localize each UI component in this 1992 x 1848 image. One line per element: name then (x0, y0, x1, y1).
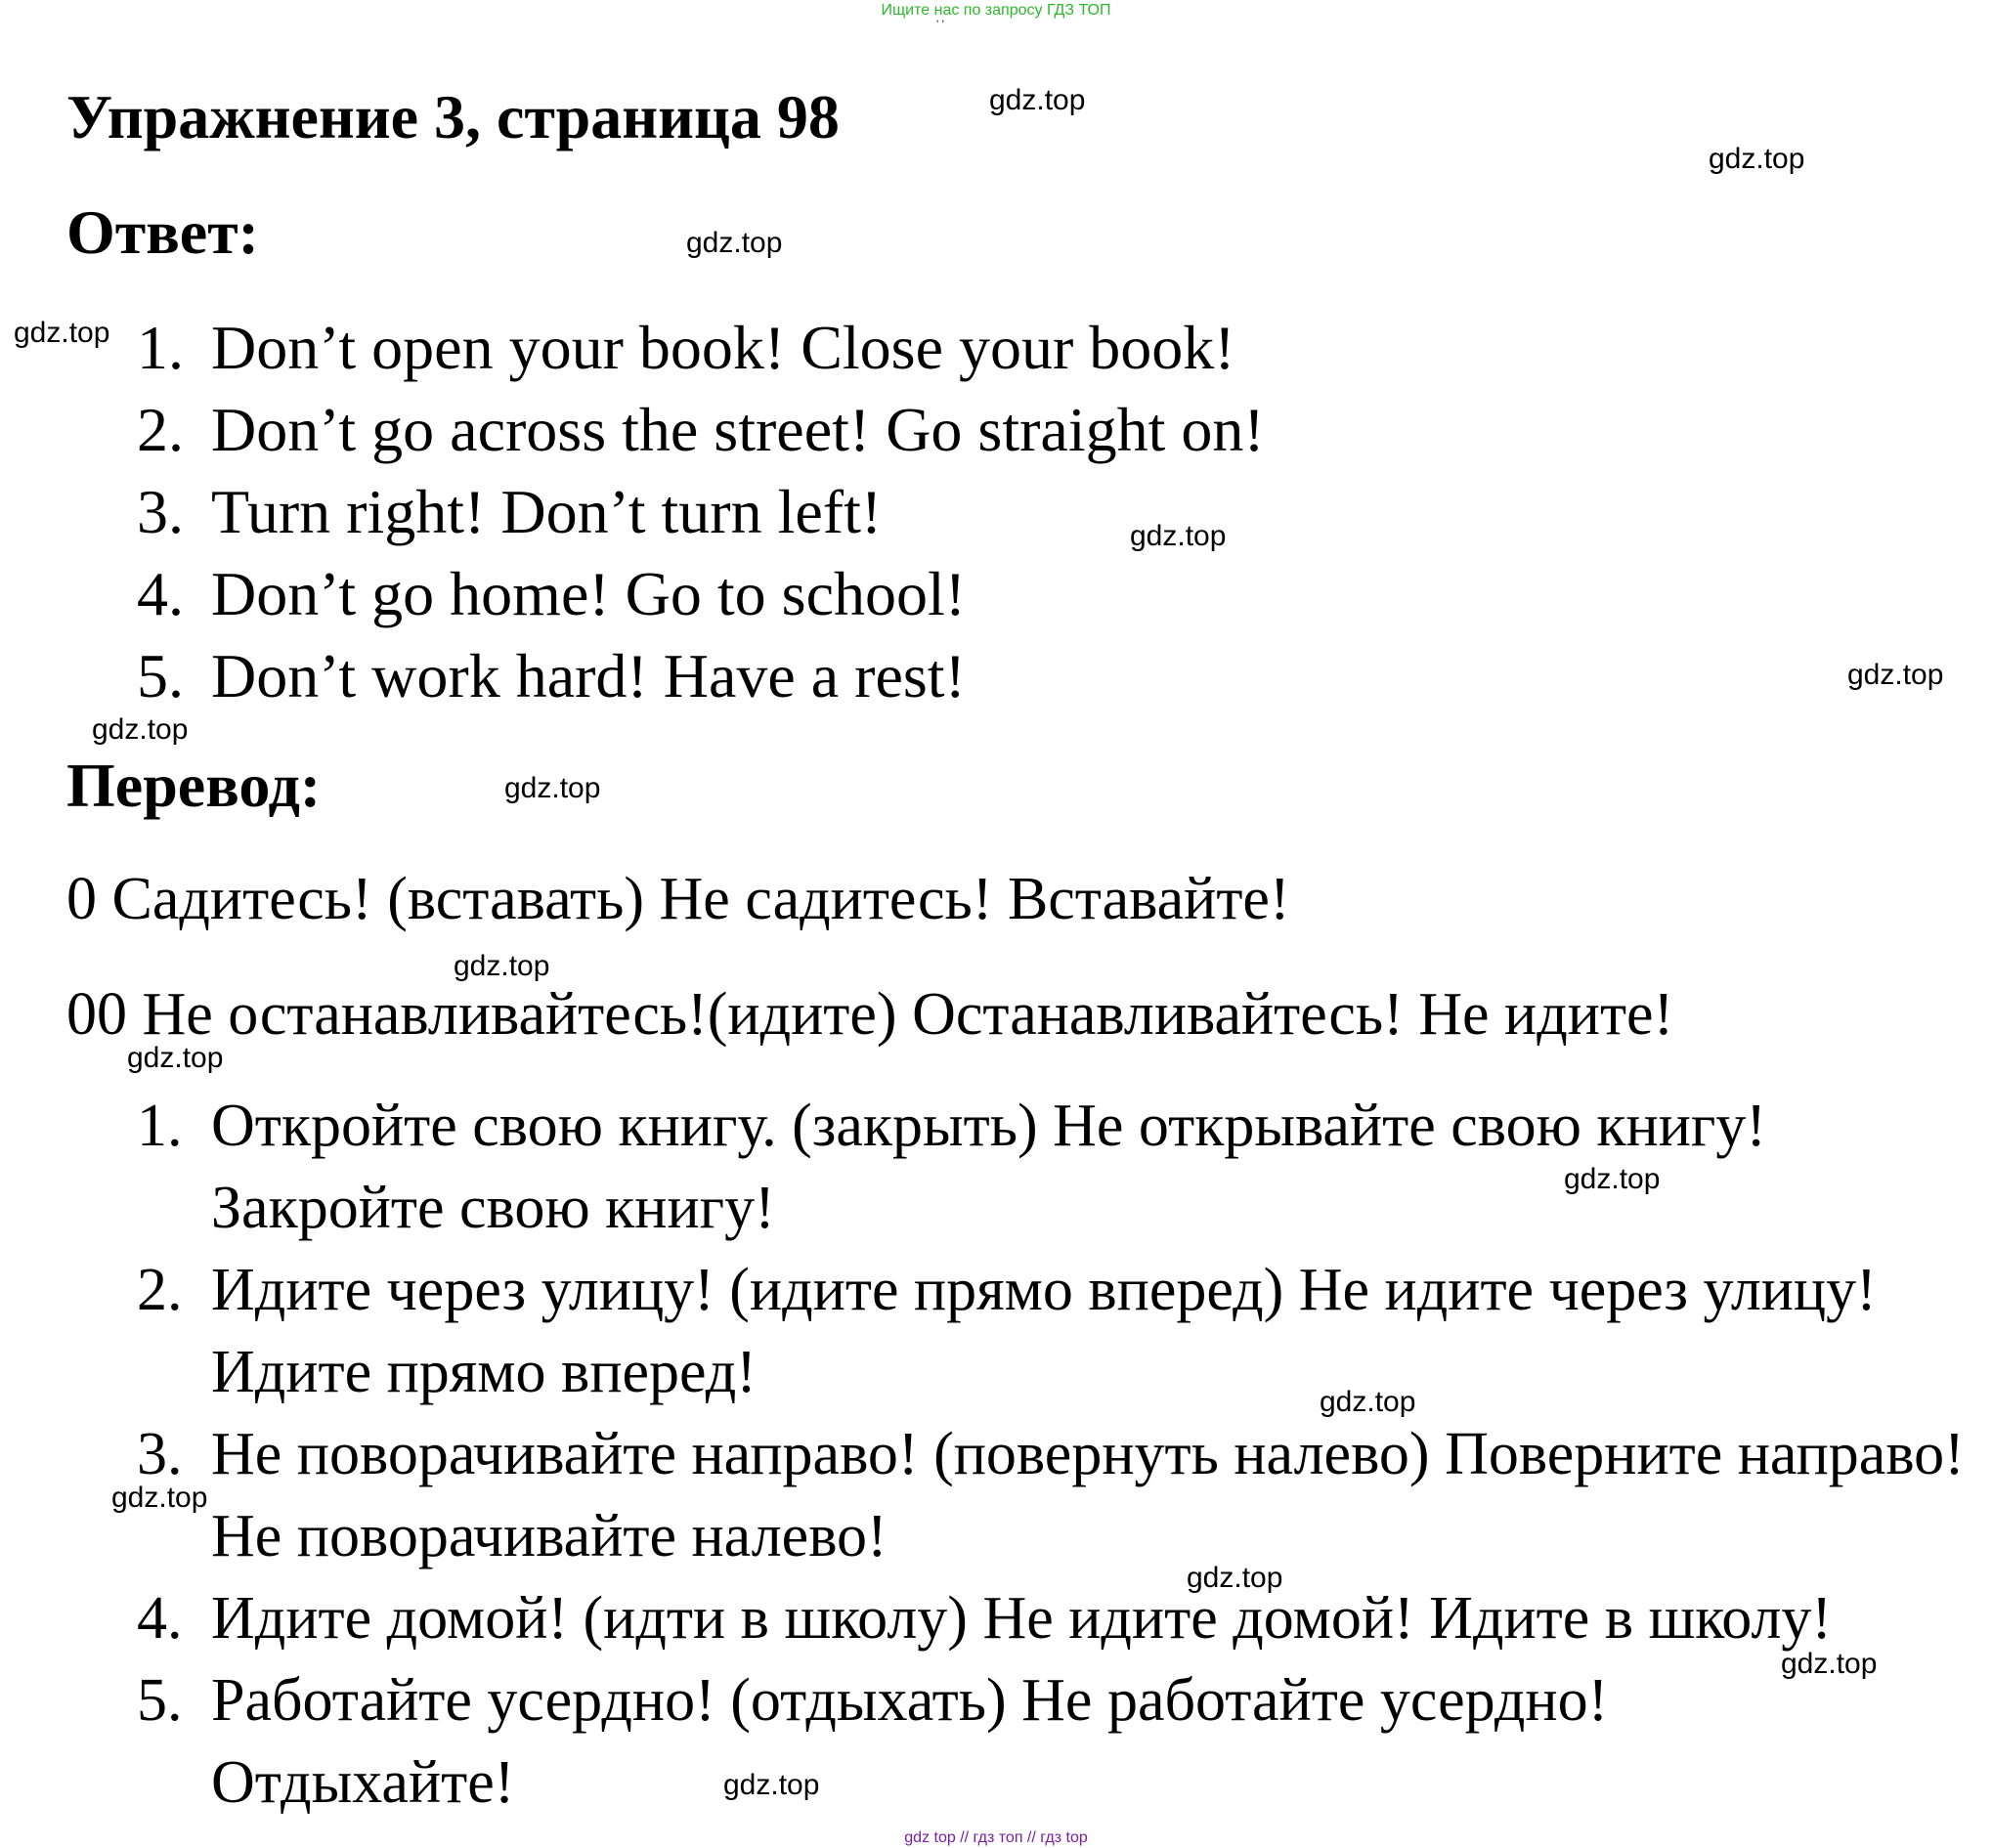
answer-item-number: 4. (137, 559, 184, 628)
watermark: gdz.top (1709, 143, 1805, 175)
translation-item-text: Не поворачивайте направо! (повернуть налево) Поверните направо! Не поворачивайте налево! (211, 1421, 1965, 1569)
translation-list (0, 1085, 1992, 1824)
translation-item-text: Идите через улицу! (идите прямо вперед) Не идите через улицу! Идите прямо вперед! (211, 1257, 1877, 1405)
translation-item (0, 1577, 1992, 1659)
answer-item-text: Don’t open your book! Close your book! (211, 313, 1235, 382)
translation-item (0, 1085, 1992, 1249)
translation-item-number: 2. (137, 1257, 183, 1323)
watermark: gdz.top (989, 84, 1086, 116)
watermark: gdz.top (1320, 1386, 1416, 1418)
watermark: gdz.top (723, 1769, 820, 1801)
answer-item-text: Turn right! Don’t turn left! (211, 477, 883, 546)
translation-item-number: 3. (137, 1421, 183, 1487)
answer-item-number: 3. (137, 477, 184, 546)
watermark: gdz.top (92, 713, 189, 746)
watermark: gdz.top (1847, 659, 1944, 691)
translation-item-number: 1. (137, 1093, 183, 1159)
banner-ticks: ' ' (936, 18, 944, 31)
translation-item-number: 4. (137, 1585, 183, 1652)
watermark: gdz.top (454, 950, 550, 982)
answer-item-number: 2. (137, 395, 184, 464)
watermark: gdz.top (1187, 1562, 1283, 1594)
answer-heading: Ответ: (66, 197, 259, 267)
translation-item-text: Работайте усердно! (отдыхать) Не работайте усердно! Отдыхайте! (211, 1667, 1609, 1816)
translation-item (0, 1249, 1992, 1413)
footer-watermark: gdz top // гдз топ // гдз top (904, 1829, 1088, 1846)
translation-example-00: 00 Не останавливайтесь!(идите) Останавливайтесь! Не идите! (66, 981, 1674, 1048)
answer-item-text: Don’t work hard! Have a rest! (211, 641, 966, 710)
translation-heading: Перевод: (66, 751, 322, 820)
watermark: gdz.top (127, 1042, 224, 1074)
translation-item (0, 1659, 1992, 1824)
translation-item-text: Идите домой! (идти в школу) Не идите домой! Идите в школу! (211, 1585, 1833, 1652)
watermark: gdz.top (686, 227, 783, 259)
watermark: gdz.top (1130, 520, 1227, 552)
watermark: gdz.top (504, 772, 601, 804)
translation-item-text: Откройте свою книгу. (закрыть) Не открывайте свою книгу! Закройте свою книгу! (211, 1093, 1766, 1241)
watermark: gdz.top (14, 317, 110, 349)
page-title: Упражнение 3, страница 98 (66, 82, 840, 151)
search-hint-banner: Ищите нас по запросу ГДЗ ТОП (881, 2, 1111, 19)
watermark: gdz.top (1564, 1163, 1661, 1195)
translation-item-number: 5. (137, 1667, 183, 1734)
watermark: gdz.top (111, 1482, 208, 1514)
watermark: gdz.top (1781, 1648, 1878, 1680)
translation-item (0, 1413, 1992, 1577)
answer-item-text: Don’t go across the street! Go straight on! (211, 395, 1265, 464)
answer-item-number: 1. (137, 313, 184, 382)
answer-item-number: 5. (137, 641, 184, 710)
translation-example-0: 0 Садитесь! (вставать) Не садитесь! Вставайте! (66, 866, 1290, 932)
answer-item-text: Don’t go home! Go to school! (211, 559, 967, 628)
